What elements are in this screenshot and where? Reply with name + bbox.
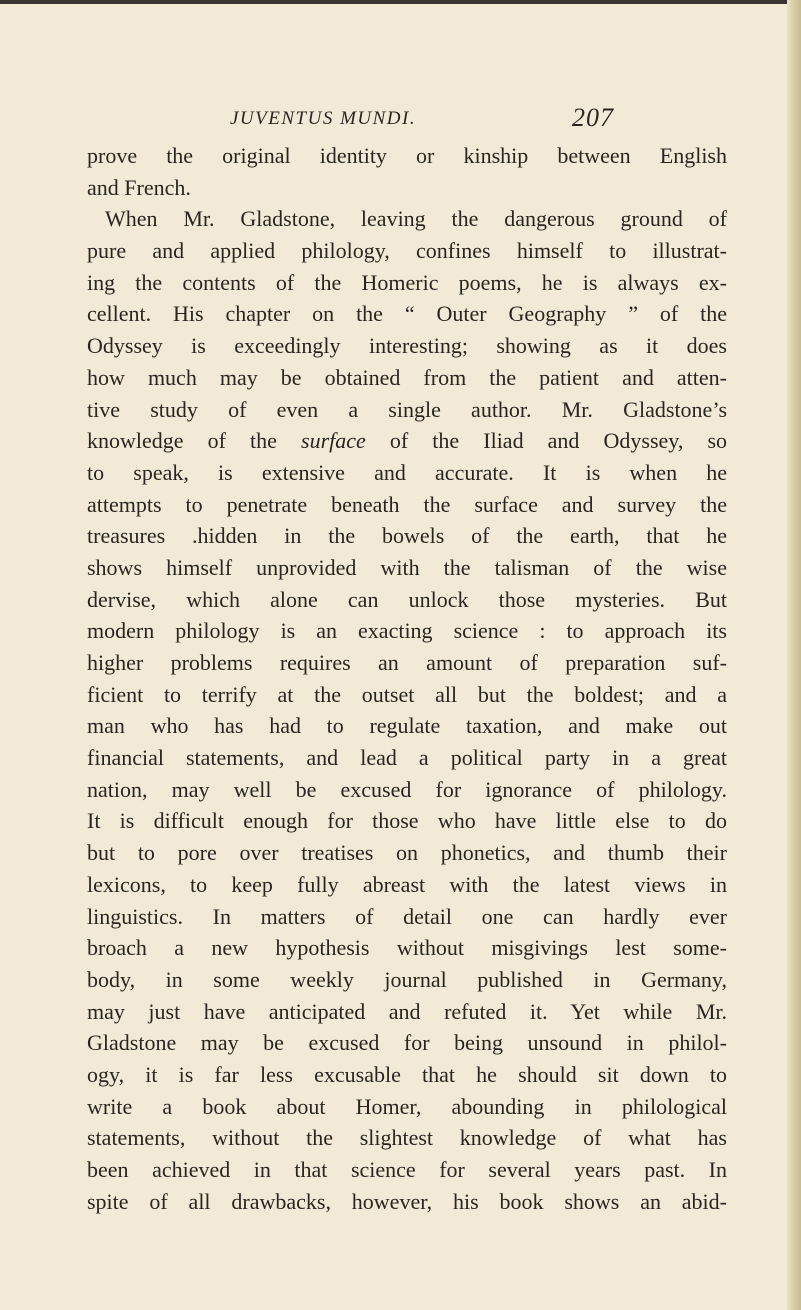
- text-line: pure and applied philology, confines himself to illustrat-: [87, 238, 727, 264]
- text-line: ing the contents of the Homeric poems, he is always ex-: [87, 269, 727, 295]
- text-line: man who has had to regulate taxation, and make out: [87, 713, 727, 739]
- text-line: dervise, which alone can unlock those mysteries. But: [87, 586, 727, 612]
- page-edge-shadow: [787, 0, 801, 1310]
- text-line: higher problems requires an amount of preparation suf-: [87, 650, 727, 675]
- text-line: shows himself unprovided with the talisman of the wise: [87, 554, 727, 580]
- text-line: nation, may well be excused for ignorance of philology.: [87, 776, 727, 802]
- text-line: prove the original identity or kinship between English: [87, 143, 727, 168]
- text-line: attempts to penetrate beneath the surface and survey the: [87, 491, 727, 517]
- text-line: linguistics. In matters of detail one can hardly ever: [87, 903, 727, 929]
- text-line: modern philology is an exacting science : to approach its: [87, 618, 727, 644]
- text-line: broach a new hypothesis without misgivings lest some-: [87, 935, 727, 961]
- text-line: write a book about Homer, abounding in philological: [87, 1093, 727, 1119]
- text-line: tive study of even a single author. Mr. Gladstone’s: [87, 396, 727, 422]
- text-line: cellent. His chapter on the “ Outer Geography ” of the: [87, 301, 727, 327]
- text-line: been achieved in that science for several years past. In: [87, 1157, 727, 1182]
- text-line: It is difficult enough for those who have little else to do: [87, 808, 727, 834]
- line-segment: knowledge of the: [87, 428, 277, 454]
- text-line: but to pore over treatises on phonetics, and thumb their: [87, 840, 727, 866]
- text-line: and French.: [87, 174, 191, 200]
- top-edge-rule: [0, 0, 790, 4]
- page-number: 207: [572, 103, 614, 132]
- text-line: financial statements, and lead a political party in a great: [87, 745, 727, 771]
- text-line: how much may be obtained from the patient and atten-: [87, 364, 727, 390]
- text-line: lexicons, to keep fully abreast with the latest views in: [87, 871, 727, 897]
- text-line: Gladstone may be excused for being unsound in philol-: [87, 1030, 727, 1056]
- text-line: body, in some weekly journal published in Germany,: [87, 966, 727, 992]
- text-line: may just have anticipated and refuted it. Yet while Mr.: [87, 998, 727, 1024]
- body-text: [87, 140, 727, 1217]
- running-head: JUVENTUS MUNDI.: [230, 108, 417, 129]
- text-line: treasures .hidden in the bowels of the earth, that he: [87, 523, 727, 549]
- text-line: Odyssey is exceedingly interesting; showing as it does: [87, 333, 727, 359]
- emphasis-surface: surface: [301, 428, 366, 454]
- paragraph-first-line: When Mr. Gladstone, leaving the dangerous ground of: [105, 206, 727, 232]
- text-line: ficient to terrify at the outset all but the boldest; and a: [87, 681, 727, 707]
- text-line-with-emphasis: [87, 425, 727, 457]
- line-segment: of the Iliad and Odyssey, so: [389, 428, 728, 454]
- text-line: spite of all drawbacks, however, his book shows an abid-: [87, 1188, 727, 1214]
- text-line: to speak, is extensive and accurate. It is when he: [87, 459, 727, 485]
- text-line: statements, without the slightest knowledge of what has: [87, 1125, 727, 1151]
- text-line: ogy, it is far less excusable that he should sit down to: [87, 1061, 727, 1087]
